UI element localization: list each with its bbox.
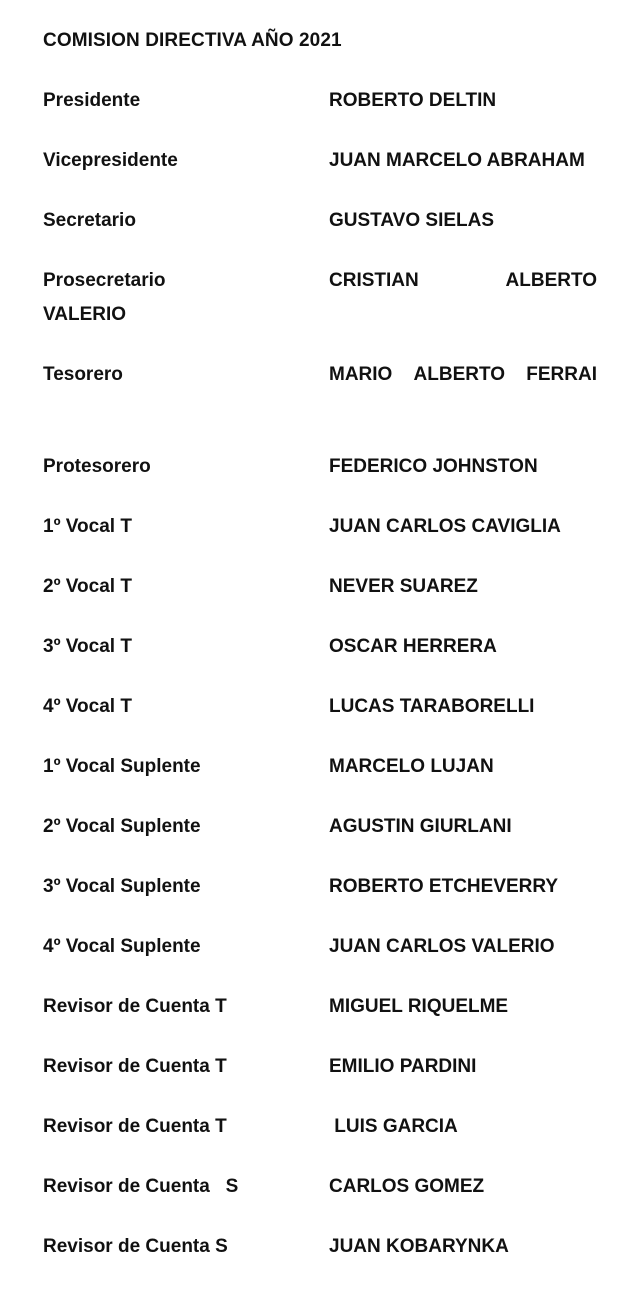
role-label: Protesorero: [43, 456, 151, 477]
member-row-revisor-s-1: [0, 1176, 640, 1206]
member-name: JUAN CARLOS VALERIO: [329, 936, 555, 957]
member-row-revisor-t-2: [0, 1056, 640, 1086]
member-row-vicepresidente: [0, 150, 640, 180]
member-name: OSCAR HERRERA: [329, 636, 497, 657]
role-label: 3º Vocal T: [43, 636, 132, 657]
member-row-vocal-suplente-4: [0, 936, 640, 966]
role-label: Prosecretario: [43, 270, 166, 291]
member-row-presidente: [0, 90, 640, 120]
role-label: Revisor de Cuenta S: [43, 1236, 228, 1257]
member-row-vocal-suplente-2: [0, 816, 640, 846]
role-label: Revisor de Cuenta S: [43, 1176, 239, 1197]
role-label: Revisor de Cuenta T: [43, 996, 227, 1017]
member-name: ROBERTO DELTIN: [329, 90, 497, 111]
member-row-tesorero: [0, 364, 640, 394]
member-row-prosecretario: [0, 270, 640, 336]
member-name: JUAN MARCELO ABRAHAM: [329, 150, 585, 171]
role-label: Revisor de Cuenta T: [43, 1116, 227, 1137]
member-name: EMILIO PARDINI: [329, 1056, 477, 1077]
member-name: NEVER SUAREZ: [329, 576, 478, 597]
member-name-first: MARIO: [329, 364, 393, 385]
role-label: Secretario: [43, 210, 136, 231]
role-label: 1º Vocal Suplente: [43, 756, 201, 777]
member-name: [329, 364, 597, 386]
member-name: JUAN KOBARYNKA: [329, 1236, 509, 1257]
member-row-revisor-s-2: [0, 1236, 640, 1266]
member-name: MARCELO LUJAN: [329, 756, 494, 777]
member-row-vocal-suplente-1: [0, 756, 640, 786]
member-row-vocal-t-3: [0, 636, 640, 666]
member-name: [329, 270, 597, 292]
member-name-middle: ALBERTO: [505, 270, 597, 291]
member-name: JUAN CARLOS CAVIGLIA: [329, 516, 561, 537]
member-row-secretario: [0, 210, 640, 240]
member-name-middle: ALBERTO: [413, 364, 506, 385]
member-name: MIGUEL RIQUELME: [329, 996, 509, 1017]
member-row-protesorero: [0, 456, 640, 486]
document-title: COMISION DIRECTIVA AÑO 2021: [43, 30, 342, 51]
role-label: Tesorero: [43, 364, 123, 385]
member-name: LUCAS TARABORELLI: [329, 696, 535, 717]
member-row-vocal-t-2: [0, 576, 640, 606]
role-label: 3º Vocal Suplente: [43, 876, 201, 897]
member-row-revisor-t-3: [0, 1116, 640, 1146]
role-label: 2º Vocal T: [43, 576, 132, 597]
member-name-first: CRISTIAN: [329, 270, 419, 291]
role-label: Vicepresidente: [43, 150, 178, 171]
role-label: Presidente: [43, 90, 141, 111]
role-label: Revisor de Cuenta T: [43, 1056, 227, 1077]
member-name-continuation: VALERIO: [43, 304, 127, 325]
member-name: LUIS GARCIA: [329, 1116, 458, 1137]
member-row-vocal-t-4: [0, 696, 640, 726]
member-row-vocal-t-1: [0, 516, 640, 546]
role-label: 4º Vocal T: [43, 696, 132, 717]
member-name: GUSTAVO SIELAS: [329, 210, 495, 231]
member-name: FEDERICO JOHNSTON: [329, 456, 538, 477]
member-name-last: FERRAI: [526, 364, 597, 385]
member-name: AGUSTIN GIURLANI: [329, 816, 512, 837]
role-label: 4º Vocal Suplente: [43, 936, 201, 957]
member-row-vocal-suplente-3: [0, 876, 640, 906]
role-label: 2º Vocal Suplente: [43, 816, 201, 837]
member-row-revisor-t-1: [0, 996, 640, 1026]
member-name: ROBERTO ETCHEVERRY: [329, 876, 559, 897]
member-name: CARLOS GOMEZ: [329, 1176, 485, 1197]
role-label: 1º Vocal T: [43, 516, 132, 537]
